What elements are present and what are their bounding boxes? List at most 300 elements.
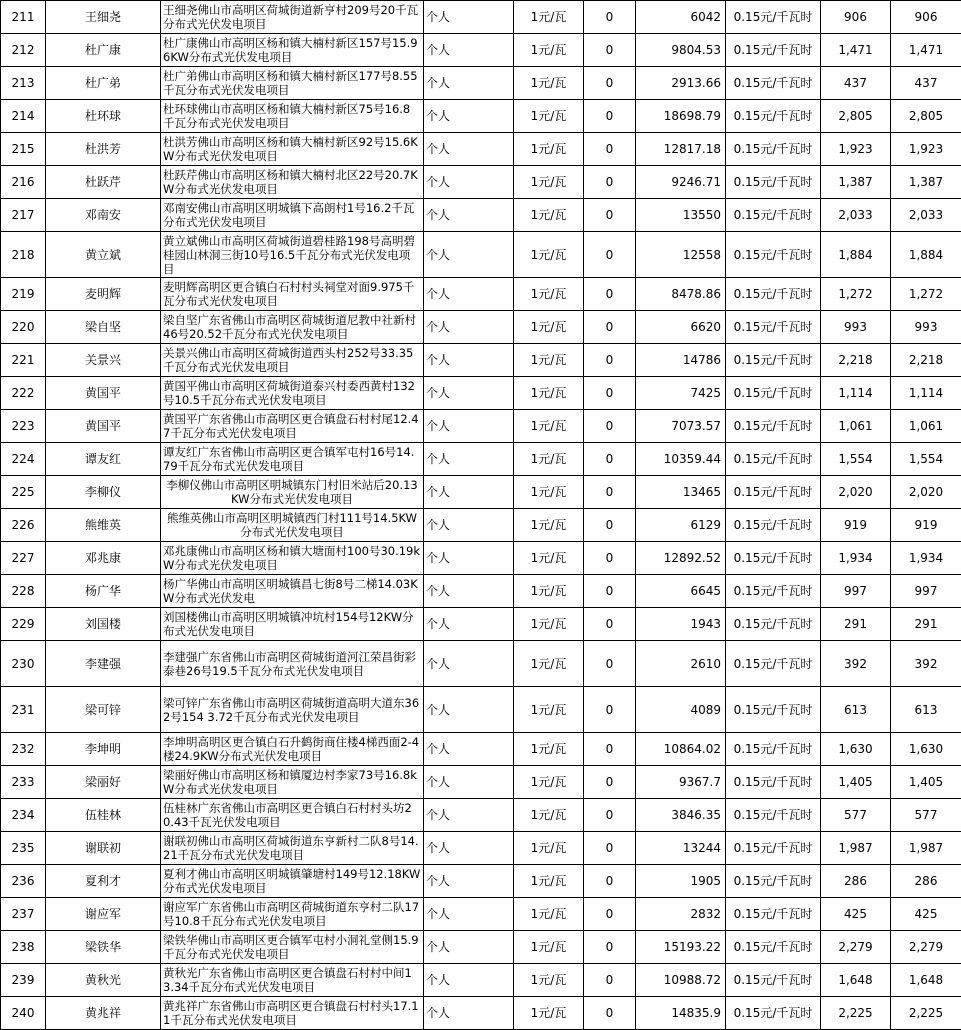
table-row — [1, 931, 961, 964]
unit-price-cell: 1元/瓦 — [514, 476, 584, 509]
subsidy-rate-cell: 0.15元/千瓦时 — [726, 199, 821, 232]
subsidy-amount-cell: 613 — [821, 687, 891, 733]
owner-type-cell: 个人 — [424, 377, 514, 410]
owner-name-cell: 梁可锌 — [46, 687, 161, 733]
subsidy-total-cell: 1,884 — [891, 232, 961, 278]
subsidy-total-cell: 1,061 — [891, 410, 961, 443]
subsidy-rate-cell: 0.15元/千瓦时 — [726, 166, 821, 199]
row-number-cell: 220 — [1, 311, 46, 344]
zero-value-cell: 0 — [584, 799, 636, 832]
owner-name-cell: 黄国平 — [46, 410, 161, 443]
subsidy-rate-cell: 0.15元/千瓦时 — [726, 832, 821, 865]
zero-value-cell: 0 — [584, 377, 636, 410]
zero-value-cell: 0 — [584, 509, 636, 542]
owner-type-cell: 个人 — [424, 344, 514, 377]
generation-kwh-cell: 2832 — [636, 898, 726, 931]
owner-type-cell: 个人 — [424, 133, 514, 166]
owner-name-cell: 李柳仪 — [46, 476, 161, 509]
row-number-cell: 222 — [1, 377, 46, 410]
table-row — [1, 311, 961, 344]
subsidy-rate-cell: 0.15元/千瓦时 — [726, 344, 821, 377]
project-name-cell: 谢应军广东省佛山市高明区荷城街道东亨村二队17号10.8千瓦分布式光伏发电项目 — [161, 898, 424, 931]
project-name-cell: 伍桂林广东省佛山市高明区更合镇白石村村头坊20.43千瓦光伏发电项目 — [161, 799, 424, 832]
table-row — [1, 865, 961, 898]
row-number-cell: 239 — [1, 964, 46, 997]
subsidy-total-cell: 392 — [891, 641, 961, 687]
subsidy-rate-cell: 0.15元/千瓦时 — [726, 608, 821, 641]
table-row — [1, 166, 961, 199]
subsidy-amount-cell: 919 — [821, 509, 891, 542]
owner-name-cell: 谭友红 — [46, 443, 161, 476]
subsidy-amount-cell: 1,934 — [821, 542, 891, 575]
subsidy-rate-cell: 0.15元/千瓦时 — [726, 67, 821, 100]
zero-value-cell: 0 — [584, 311, 636, 344]
owner-type-cell: 个人 — [424, 865, 514, 898]
owner-name-cell: 李建强 — [46, 641, 161, 687]
owner-type-cell: 个人 — [424, 799, 514, 832]
project-name-cell: 黄国平佛山市高明区荷城街道泰兴村委西黄村132号10.5千瓦分布式光伏发电项目 — [161, 377, 424, 410]
unit-price-cell: 1元/瓦 — [514, 278, 584, 311]
zero-value-cell: 0 — [584, 687, 636, 733]
subsidy-rate-cell: 0.15元/千瓦时 — [726, 1, 821, 34]
generation-kwh-cell: 10864.02 — [636, 733, 726, 766]
table-row — [1, 608, 961, 641]
generation-kwh-cell: 1943 — [636, 608, 726, 641]
owner-type-cell: 个人 — [424, 575, 514, 608]
subsidy-rate-cell: 0.15元/千瓦时 — [726, 100, 821, 133]
subsidy-amount-cell: 2,225 — [821, 997, 891, 1030]
subsidy-amount-cell: 1,884 — [821, 232, 891, 278]
subsidy-amount-cell: 1,554 — [821, 443, 891, 476]
subsidy-total-cell: 2,805 — [891, 100, 961, 133]
owner-type-cell: 个人 — [424, 997, 514, 1030]
subsidy-amount-cell: 392 — [821, 641, 891, 687]
unit-price-cell: 1元/瓦 — [514, 687, 584, 733]
table-row — [1, 34, 961, 67]
generation-kwh-cell: 6042 — [636, 1, 726, 34]
row-number-cell: 227 — [1, 542, 46, 575]
owner-type-cell: 个人 — [424, 641, 514, 687]
subsidy-amount-cell: 437 — [821, 67, 891, 100]
table-row — [1, 476, 961, 509]
generation-kwh-cell: 2913.66 — [636, 67, 726, 100]
unit-price-cell: 1元/瓦 — [514, 733, 584, 766]
generation-kwh-cell: 7425 — [636, 377, 726, 410]
zero-value-cell: 0 — [584, 832, 636, 865]
subsidy-amount-cell: 2,279 — [821, 931, 891, 964]
subsidy-rate-cell: 0.15元/千瓦时 — [726, 964, 821, 997]
subsidy-total-cell: 1,114 — [891, 377, 961, 410]
zero-value-cell: 0 — [584, 733, 636, 766]
owner-type-cell: 个人 — [424, 166, 514, 199]
project-name-cell: 李坤明高明区更合镇白石升鹤街商住楼4梯西面2-4楼24.9KW分布式光伏发电项目 — [161, 733, 424, 766]
project-name-cell: 杜洪芳佛山市高明区杨和镇大楠村新区92号15.6KW分布式光伏发电项目 — [161, 133, 424, 166]
subsidy-total-cell: 1,923 — [891, 133, 961, 166]
owner-type-cell: 个人 — [424, 67, 514, 100]
project-name-cell: 麦明辉高明区更合镇白石村村头祠堂对面9.975千瓦分布式光伏发电项目 — [161, 278, 424, 311]
project-name-cell: 黄立斌佛山市高明区荷城街道碧桂路198号高明碧桂园山林洞三街10号16.5千瓦分布式光伏发电项目 — [161, 232, 424, 278]
owner-type-cell: 个人 — [424, 100, 514, 133]
subsidy-total-cell: 286 — [891, 865, 961, 898]
generation-kwh-cell: 1905 — [636, 865, 726, 898]
project-name-cell: 李柳仪佛山市高明区明城镇东门村旧米站后20.13KW分布式光伏发电项目 — [161, 476, 424, 509]
owner-name-cell: 杜洪芳 — [46, 133, 161, 166]
unit-price-cell: 1元/瓦 — [514, 641, 584, 687]
zero-value-cell: 0 — [584, 34, 636, 67]
zero-value-cell: 0 — [584, 232, 636, 278]
subsidy-total-cell: 291 — [891, 608, 961, 641]
generation-kwh-cell: 13550 — [636, 199, 726, 232]
unit-price-cell: 1元/瓦 — [514, 377, 584, 410]
generation-kwh-cell: 9367.7 — [636, 766, 726, 799]
owner-type-cell: 个人 — [424, 1, 514, 34]
owner-type-cell: 个人 — [424, 733, 514, 766]
table-row — [1, 377, 961, 410]
zero-value-cell: 0 — [584, 476, 636, 509]
subsidy-rate-cell: 0.15元/千瓦时 — [726, 133, 821, 166]
zero-value-cell: 0 — [584, 344, 636, 377]
table-row — [1, 278, 961, 311]
project-name-cell: 邓南安佛山市高明区明城镇下高朗村1号16.2千瓦分布式光伏发电项目 — [161, 199, 424, 232]
table-row — [1, 199, 961, 232]
unit-price-cell: 1元/瓦 — [514, 542, 584, 575]
project-name-cell: 邓兆康佛山市高明区杨和镇大塘面村100号30.19kW分布式光伏发电项目 — [161, 542, 424, 575]
unit-price-cell: 1元/瓦 — [514, 67, 584, 100]
owner-name-cell: 麦明辉 — [46, 278, 161, 311]
subsidy-total-cell: 2,218 — [891, 344, 961, 377]
owner-type-cell: 个人 — [424, 232, 514, 278]
generation-kwh-cell: 6645 — [636, 575, 726, 608]
zero-value-cell: 0 — [584, 766, 636, 799]
unit-price-cell: 1元/瓦 — [514, 232, 584, 278]
table-row — [1, 1, 961, 34]
project-name-cell: 杨广华佛山市高明区明城镇昌七街8号二梯14.03KW分布式光伏发电 — [161, 575, 424, 608]
table-row — [1, 509, 961, 542]
subsidy-amount-cell: 291 — [821, 608, 891, 641]
row-number-cell: 237 — [1, 898, 46, 931]
row-number-cell: 226 — [1, 509, 46, 542]
owner-type-cell: 个人 — [424, 964, 514, 997]
row-number-cell: 219 — [1, 278, 46, 311]
table-row — [1, 641, 961, 687]
zero-value-cell: 0 — [584, 199, 636, 232]
subsidy-rate-cell: 0.15元/千瓦时 — [726, 377, 821, 410]
owner-type-cell: 个人 — [424, 608, 514, 641]
subsidy-total-cell: 1,272 — [891, 278, 961, 311]
subsidy-total-cell: 1,630 — [891, 733, 961, 766]
project-name-cell: 黄秋光广东省佛山市高明区更合镇盘石村村中间13.34千瓦分布式光伏发电项目 — [161, 964, 424, 997]
zero-value-cell: 0 — [584, 865, 636, 898]
subsidy-rate-cell: 0.15元/千瓦时 — [726, 799, 821, 832]
row-number-cell: 216 — [1, 166, 46, 199]
generation-kwh-cell: 13244 — [636, 832, 726, 865]
owner-type-cell: 个人 — [424, 898, 514, 931]
generation-kwh-cell: 12817.18 — [636, 133, 726, 166]
owner-name-cell: 梁铁华 — [46, 931, 161, 964]
table-row — [1, 687, 961, 733]
project-name-cell: 谢联初佛山市高明区荷城街道东亨新村二队8号14.21千瓦分布式光伏发电项目 — [161, 832, 424, 865]
row-number-cell: 228 — [1, 575, 46, 608]
subsidy-rate-cell: 0.15元/千瓦时 — [726, 232, 821, 278]
generation-kwh-cell: 4089 — [636, 687, 726, 733]
owner-name-cell: 梁自坚 — [46, 311, 161, 344]
project-name-cell: 杜环球佛山市高明区杨和镇大楠村新区75号16.8千瓦分布式光伏发电项目 — [161, 100, 424, 133]
subsidy-amount-cell: 2,805 — [821, 100, 891, 133]
subsidy-total-cell: 2,020 — [891, 476, 961, 509]
subsidy-total-cell: 1,387 — [891, 166, 961, 199]
unit-price-cell: 1元/瓦 — [514, 608, 584, 641]
project-name-cell: 李建强广东省佛山市高明区荷城街道河江荣昌街彩泰巷26号19.5千瓦分布式光伏发电项目 — [161, 641, 424, 687]
row-number-cell: 229 — [1, 608, 46, 641]
row-number-cell: 221 — [1, 344, 46, 377]
zero-value-cell: 0 — [584, 931, 636, 964]
subsidy-total-cell: 993 — [891, 311, 961, 344]
unit-price-cell: 1元/瓦 — [514, 443, 584, 476]
subsidy-rate-cell: 0.15元/千瓦时 — [726, 410, 821, 443]
subsidy-amount-cell: 993 — [821, 311, 891, 344]
owner-name-cell: 黄国平 — [46, 377, 161, 410]
unit-price-cell: 1元/瓦 — [514, 931, 584, 964]
table-row — [1, 964, 961, 997]
generation-kwh-cell: 10988.72 — [636, 964, 726, 997]
owner-type-cell: 个人 — [424, 34, 514, 67]
owner-name-cell: 李坤明 — [46, 733, 161, 766]
unit-price-cell: 1元/瓦 — [514, 997, 584, 1030]
owner-name-cell: 邓南安 — [46, 199, 161, 232]
unit-price-cell: 1元/瓦 — [514, 311, 584, 344]
subsidy-amount-cell: 577 — [821, 799, 891, 832]
subsidy-rate-cell: 0.15元/千瓦时 — [726, 865, 821, 898]
generation-kwh-cell: 14835.9 — [636, 997, 726, 1030]
zero-value-cell: 0 — [584, 278, 636, 311]
subsidy-total-cell: 906 — [891, 1, 961, 34]
project-name-cell: 黄兆祥广东省佛山市高明区更合镇盘石村村头17.11千瓦分布式光伏发电项目 — [161, 997, 424, 1030]
subsidy-amount-cell: 1,471 — [821, 34, 891, 67]
unit-price-cell: 1元/瓦 — [514, 865, 584, 898]
table-row — [1, 832, 961, 865]
owner-type-cell: 个人 — [424, 687, 514, 733]
row-number-cell: 235 — [1, 832, 46, 865]
subsidy-total-cell: 577 — [891, 799, 961, 832]
owner-name-cell: 杜环球 — [46, 100, 161, 133]
subsidy-amount-cell: 2,033 — [821, 199, 891, 232]
generation-kwh-cell: 9804.53 — [636, 34, 726, 67]
subsidy-total-cell: 437 — [891, 67, 961, 100]
owner-type-cell: 个人 — [424, 832, 514, 865]
owner-type-cell: 个人 — [424, 278, 514, 311]
table-row — [1, 100, 961, 133]
table-row — [1, 410, 961, 443]
subsidy-rate-cell: 0.15元/千瓦时 — [726, 443, 821, 476]
subsidy-amount-cell: 1,923 — [821, 133, 891, 166]
owner-name-cell: 刘国楼 — [46, 608, 161, 641]
subsidy-amount-cell: 2,020 — [821, 476, 891, 509]
zero-value-cell: 0 — [584, 1, 636, 34]
row-number-cell: 234 — [1, 799, 46, 832]
generation-kwh-cell: 10359.44 — [636, 443, 726, 476]
row-number-cell: 224 — [1, 443, 46, 476]
subsidy-amount-cell: 1,405 — [821, 766, 891, 799]
table-row — [1, 133, 961, 166]
project-name-cell: 王细尧佛山市高明区荷城街道新亨村209号20千瓦分布式光伏发电项目 — [161, 1, 424, 34]
unit-price-cell: 1元/瓦 — [514, 964, 584, 997]
zero-value-cell: 0 — [584, 997, 636, 1030]
zero-value-cell: 0 — [584, 443, 636, 476]
owner-name-cell: 杜广弟 — [46, 67, 161, 100]
unit-price-cell: 1元/瓦 — [514, 410, 584, 443]
row-number-cell: 223 — [1, 410, 46, 443]
owner-type-cell: 个人 — [424, 931, 514, 964]
row-number-cell: 225 — [1, 476, 46, 509]
owner-type-cell: 个人 — [424, 542, 514, 575]
project-name-cell: 熊维英佛山市高明区明城镇西门村111号14.5KW分布式光伏发电项目 — [161, 509, 424, 542]
owner-name-cell: 王细尧 — [46, 1, 161, 34]
table-row — [1, 443, 961, 476]
owner-name-cell: 杨广华 — [46, 575, 161, 608]
subsidy-rate-cell: 0.15元/千瓦时 — [726, 766, 821, 799]
owner-type-cell: 个人 — [424, 509, 514, 542]
subsidy-rate-cell: 0.15元/千瓦时 — [726, 687, 821, 733]
unit-price-cell: 1元/瓦 — [514, 344, 584, 377]
owner-name-cell: 黄秋光 — [46, 964, 161, 997]
subsidy-amount-cell: 1,272 — [821, 278, 891, 311]
subsidy-total-cell: 1,554 — [891, 443, 961, 476]
owner-name-cell: 伍桂林 — [46, 799, 161, 832]
table-row — [1, 733, 961, 766]
table-row — [1, 575, 961, 608]
owner-name-cell: 谢应军 — [46, 898, 161, 931]
subsidy-amount-cell: 425 — [821, 898, 891, 931]
subsidy-rate-cell: 0.15元/千瓦时 — [726, 997, 821, 1030]
owner-name-cell: 夏利才 — [46, 865, 161, 898]
subsidy-total-cell: 1,405 — [891, 766, 961, 799]
zero-value-cell: 0 — [584, 641, 636, 687]
subsidy-amount-cell: 286 — [821, 865, 891, 898]
project-name-cell: 杜广康佛山市高明区杨和镇大楠村新区157号15.96KW分布式光伏发电项目 — [161, 34, 424, 67]
subsidy-amount-cell: 1,987 — [821, 832, 891, 865]
row-number-cell: 236 — [1, 865, 46, 898]
subsidy-rate-cell: 0.15元/千瓦时 — [726, 34, 821, 67]
row-number-cell: 232 — [1, 733, 46, 766]
subsidy-total-cell: 2,279 — [891, 931, 961, 964]
unit-price-cell: 1元/瓦 — [514, 766, 584, 799]
generation-kwh-cell: 2610 — [636, 641, 726, 687]
subsidy-total-cell: 2,033 — [891, 199, 961, 232]
owner-type-cell: 个人 — [424, 766, 514, 799]
subsidy-rate-cell: 0.15元/千瓦时 — [726, 733, 821, 766]
table-row — [1, 766, 961, 799]
unit-price-cell: 1元/瓦 — [514, 34, 584, 67]
generation-kwh-cell: 14786 — [636, 344, 726, 377]
subsidy-total-cell: 1,471 — [891, 34, 961, 67]
subsidy-amount-cell: 906 — [821, 1, 891, 34]
generation-kwh-cell: 3846.35 — [636, 799, 726, 832]
row-number-cell: 231 — [1, 687, 46, 733]
generation-kwh-cell: 9246.71 — [636, 166, 726, 199]
owner-type-cell: 个人 — [424, 443, 514, 476]
subsidy-amount-cell: 1,114 — [821, 377, 891, 410]
project-name-cell: 梁铁华佛山市高明区更合镇军屯村小洞礼堂侧15.9千瓦分布式光伏发电项目 — [161, 931, 424, 964]
generation-kwh-cell: 15193.22 — [636, 931, 726, 964]
subsidy-amount-cell: 1,061 — [821, 410, 891, 443]
subsidy-total-cell: 613 — [891, 687, 961, 733]
zero-value-cell: 0 — [584, 964, 636, 997]
owner-type-cell: 个人 — [424, 410, 514, 443]
subsidy-total-cell: 1,648 — [891, 964, 961, 997]
subsidy-total-cell: 1,987 — [891, 832, 961, 865]
unit-price-cell: 1元/瓦 — [514, 832, 584, 865]
unit-price-cell: 1元/瓦 — [514, 799, 584, 832]
row-number-cell: 238 — [1, 931, 46, 964]
project-name-cell: 梁丽好佛山市高明区杨和镇厦边村李家73号16.8kW分布式光伏发电项目 — [161, 766, 424, 799]
subsidy-amount-cell: 1,630 — [821, 733, 891, 766]
project-name-cell: 谭友红广东省佛山市高明区更合镇军屯村16号14.79千瓦分布式光伏发电项目 — [161, 443, 424, 476]
row-number-cell: 215 — [1, 133, 46, 166]
unit-price-cell: 1元/瓦 — [514, 1, 584, 34]
subsidy-total-cell: 1,934 — [891, 542, 961, 575]
generation-kwh-cell: 13465 — [636, 476, 726, 509]
unit-price-cell: 1元/瓦 — [514, 575, 584, 608]
owner-name-cell: 关景兴 — [46, 344, 161, 377]
unit-price-cell: 1元/瓦 — [514, 509, 584, 542]
project-name-cell: 刘国楼佛山市高明区明城镇冲坑村154号12KW分布式光伏发电项目 — [161, 608, 424, 641]
unit-price-cell: 1元/瓦 — [514, 133, 584, 166]
owner-name-cell: 黄立斌 — [46, 232, 161, 278]
subsidy-rate-cell: 0.15元/千瓦时 — [726, 641, 821, 687]
zero-value-cell: 0 — [584, 575, 636, 608]
table-row — [1, 997, 961, 1030]
project-name-cell: 夏利才佛山市高明区明城镇肇塘村149号12.18KW分布式光伏发电项目 — [161, 865, 424, 898]
project-name-cell: 梁自坚广东省佛山市高明区荷城街道尼教中社新村46号20.52千瓦分布式光伏发电项目 — [161, 311, 424, 344]
owner-name-cell: 梁丽好 — [46, 766, 161, 799]
row-number-cell: 218 — [1, 232, 46, 278]
generation-kwh-cell: 12892.52 — [636, 542, 726, 575]
generation-kwh-cell: 6129 — [636, 509, 726, 542]
zero-value-cell: 0 — [584, 67, 636, 100]
generation-kwh-cell: 12558 — [636, 232, 726, 278]
zero-value-cell: 0 — [584, 166, 636, 199]
subsidy-amount-cell: 1,648 — [821, 964, 891, 997]
table-row — [1, 898, 961, 931]
zero-value-cell: 0 — [584, 608, 636, 641]
table-body — [1, 1, 961, 1030]
table-row — [1, 542, 961, 575]
subsidy-rate-cell: 0.15元/千瓦时 — [726, 476, 821, 509]
project-name-cell: 杜广弟佛山市高明区杨和镇大楠村新区177号8.55千瓦分布式光伏发电项目 — [161, 67, 424, 100]
generation-kwh-cell: 18698.79 — [636, 100, 726, 133]
subsidy-total-cell: 2,225 — [891, 997, 961, 1030]
owner-type-cell: 个人 — [424, 199, 514, 232]
row-number-cell: 240 — [1, 997, 46, 1030]
zero-value-cell: 0 — [584, 410, 636, 443]
generation-kwh-cell: 7073.57 — [636, 410, 726, 443]
table-row — [1, 232, 961, 278]
subsidy-amount-cell: 997 — [821, 575, 891, 608]
owner-name-cell: 熊维英 — [46, 509, 161, 542]
subsidy-total-cell: 997 — [891, 575, 961, 608]
zero-value-cell: 0 — [584, 898, 636, 931]
project-name-cell: 梁可锌广东省佛山市高明区荷城街道高明大道东362号154 3.72千瓦分布式光伏发电项目 — [161, 687, 424, 733]
subsidy-rate-cell: 0.15元/千瓦时 — [726, 542, 821, 575]
table-row — [1, 344, 961, 377]
subsidy-total-cell: 425 — [891, 898, 961, 931]
owner-type-cell: 个人 — [424, 311, 514, 344]
zero-value-cell: 0 — [584, 100, 636, 133]
table-row — [1, 67, 961, 100]
generation-kwh-cell: 6620 — [636, 311, 726, 344]
owner-name-cell: 杜广康 — [46, 34, 161, 67]
subsidy-rate-cell: 0.15元/千瓦时 — [726, 278, 821, 311]
